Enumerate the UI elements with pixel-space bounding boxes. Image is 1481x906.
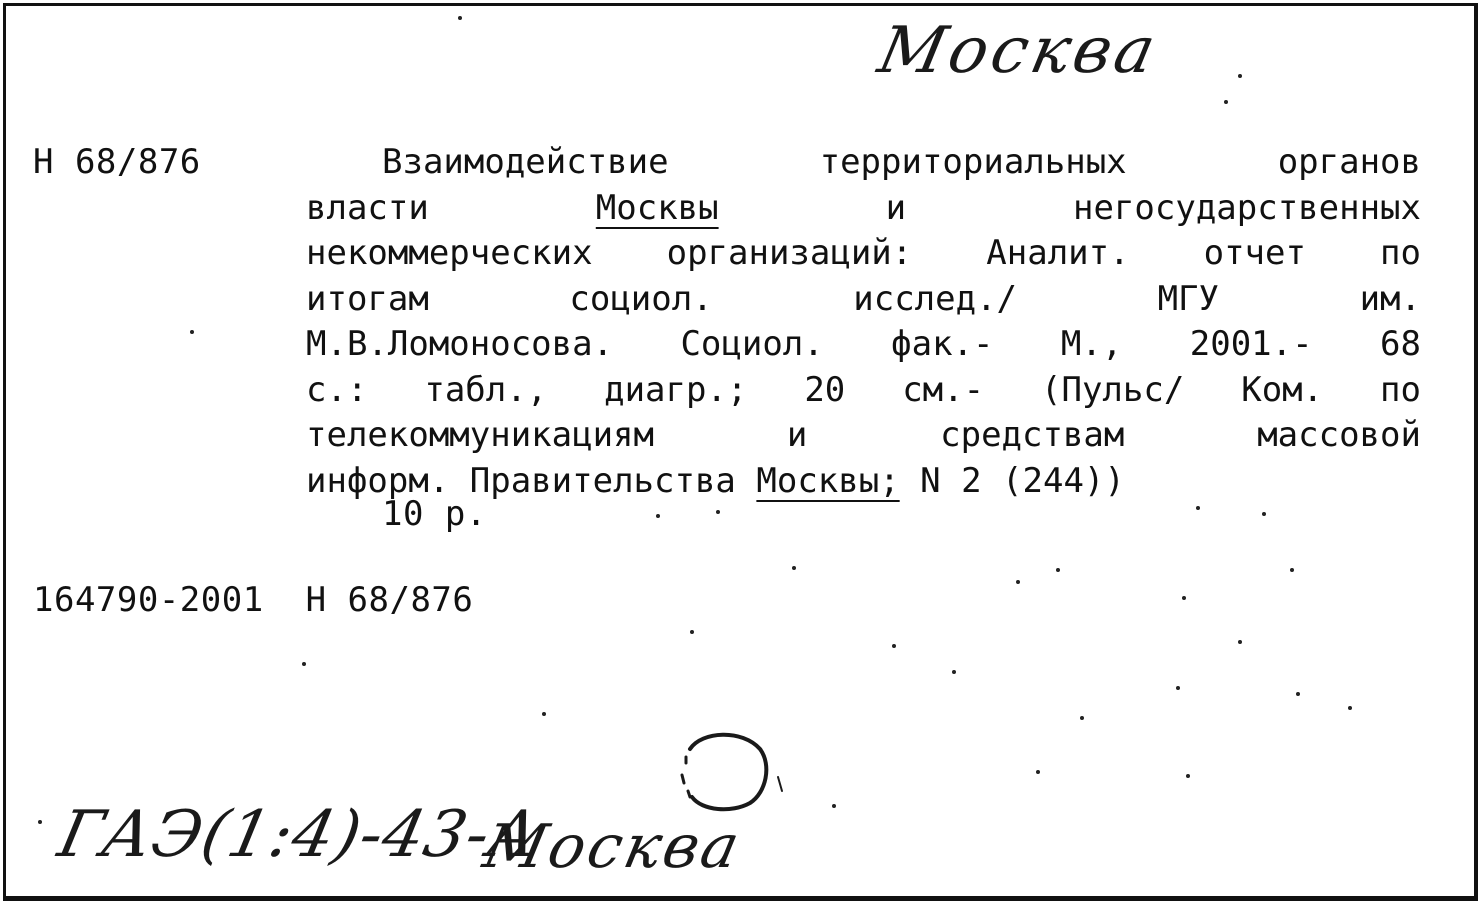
description-word: 2001.- xyxy=(1189,324,1313,364)
description-word: территориальных xyxy=(819,142,1127,182)
description-word: М., xyxy=(1060,324,1123,364)
description-line-1 xyxy=(306,140,1421,186)
handwritten-call-code: ГАЭ(1:4)-43-А xyxy=(52,798,547,872)
description-line-5 xyxy=(306,322,1421,368)
scan-speck xyxy=(1196,506,1200,510)
scan-speck xyxy=(690,630,694,634)
description-word: средствам xyxy=(940,415,1125,455)
description-word: Ком. xyxy=(1241,369,1324,410)
description-word: М.В.Ломоносова. xyxy=(306,324,614,364)
description-word: см.- xyxy=(902,369,985,410)
description-word: и xyxy=(885,187,907,228)
scan-speck xyxy=(952,670,956,674)
scan-speck xyxy=(1176,686,1180,690)
description-word: табл., xyxy=(424,369,548,410)
description-word-underlined: Москвы; xyxy=(756,460,900,501)
description-word: им. xyxy=(1359,278,1421,319)
shelfmark: Н 68/876 xyxy=(33,142,201,182)
scan-speck xyxy=(892,644,896,648)
scan-speck xyxy=(1290,568,1294,572)
description-word: с.: xyxy=(306,369,368,410)
description-word: негосударственных xyxy=(1073,187,1421,228)
scan-speck xyxy=(1056,568,1060,572)
scan-speck xyxy=(656,514,660,518)
scan-speck xyxy=(1348,706,1352,710)
scan-speck xyxy=(1016,580,1020,584)
description-word: 68 xyxy=(1379,324,1421,364)
bibliographic-description xyxy=(306,140,1421,504)
price: 10 р. xyxy=(382,494,487,534)
description-word: Взаимодействие xyxy=(382,142,669,182)
scan-speck xyxy=(302,662,306,666)
description-word: N 2 (244)) xyxy=(920,460,1125,501)
scan-speck xyxy=(792,566,796,570)
scan-speck xyxy=(1238,640,1242,644)
handwritten-heading: Москва xyxy=(872,14,1166,88)
description-word: отчет xyxy=(1203,233,1306,273)
scan-speck xyxy=(1224,100,1228,104)
description-word: социол. xyxy=(569,278,713,319)
scan-speck xyxy=(1080,716,1084,720)
scan-speck xyxy=(1036,770,1040,774)
description-word: некоммерческих xyxy=(306,233,593,273)
description-word: массовой xyxy=(1257,415,1421,455)
description-word: исслед./ xyxy=(853,278,1018,319)
description-word: телекоммуникациям xyxy=(306,415,654,455)
description-line-7 xyxy=(306,413,1421,459)
scan-speck xyxy=(1186,774,1190,778)
description-word: и xyxy=(786,415,808,455)
description-word: информ. xyxy=(306,460,450,501)
scan-speck xyxy=(190,330,194,334)
scan-speck xyxy=(1262,512,1266,516)
scan-speck xyxy=(1238,74,1242,78)
accession-number: 164790-2001 Н 68/876 xyxy=(33,580,474,620)
scan-speck xyxy=(716,510,720,514)
description-word: Правительства xyxy=(469,460,736,501)
scan-speck xyxy=(38,820,42,824)
description-word: фак.- xyxy=(891,324,994,364)
scan-speck xyxy=(1296,692,1300,696)
description-word: власти xyxy=(306,187,429,228)
description-line-2 xyxy=(306,186,1421,232)
description-word: МГУ xyxy=(1157,278,1219,319)
description-line-6 xyxy=(306,368,1421,414)
scan-speck xyxy=(458,16,462,20)
description-line-4 xyxy=(306,277,1421,323)
scan-speck xyxy=(832,804,836,808)
description-word: органов xyxy=(1277,142,1421,182)
description-word: по xyxy=(1380,369,1421,410)
description-word: 20 xyxy=(804,369,846,410)
scan-speck xyxy=(1182,596,1186,600)
handwritten-city: Москва xyxy=(477,812,749,882)
description-word: Социол. xyxy=(680,324,824,364)
description-line-3 xyxy=(306,231,1421,277)
description-word: итогам xyxy=(306,278,429,319)
description-word-underlined: Москвы xyxy=(595,187,719,228)
description-word: диагр.; xyxy=(604,369,748,410)
scan-speck xyxy=(542,712,546,716)
description-word: организаций: xyxy=(666,233,913,273)
description-word: (Пульс/ xyxy=(1041,369,1185,410)
stamp-circle-mark xyxy=(672,727,792,817)
description-word: Аналит. xyxy=(986,233,1130,273)
description-word: по xyxy=(1380,233,1421,273)
